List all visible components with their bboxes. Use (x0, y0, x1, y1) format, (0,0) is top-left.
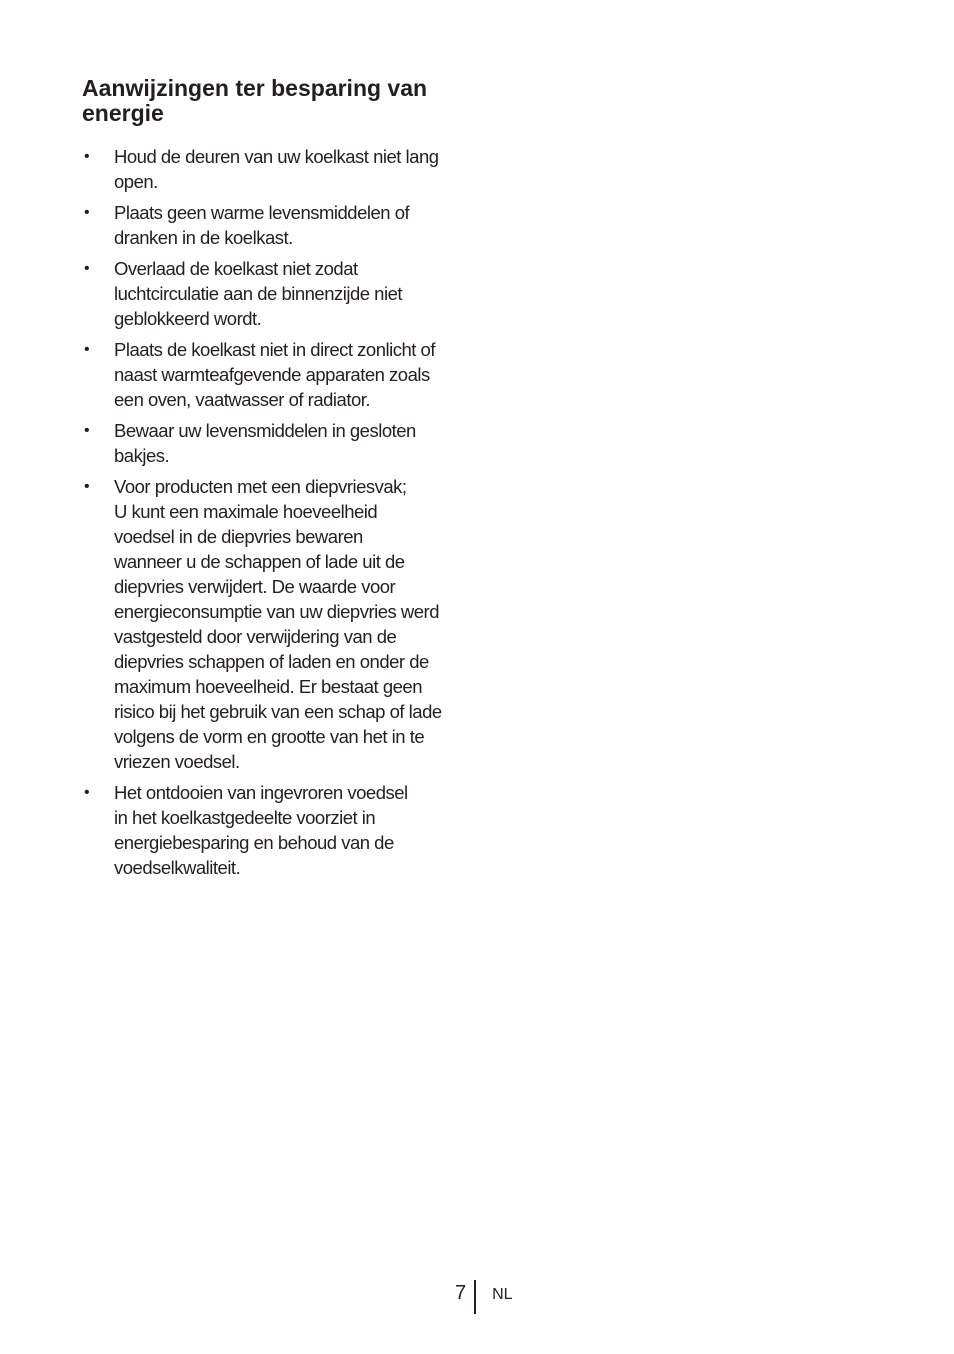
bullet-icon: • (84, 784, 90, 801)
tip-text: Voor producten met een diepvriesvak; U kunt een maximale hoeveelheid voedsel in de diepvries bewaren wanneer u de schappen of lade uit de diepvries verwijdert. De waarde voor energieconsumptie van uw diepvries werd vastgesteld door verwijdering van de diepvries schappen of laden en onder de maximum hoeveelheid. Er bestaat geen risico bij het gebruik van een schap of lade volgens de vorm en grootte van het in te vriezen voedsel. (114, 476, 442, 772)
bullet-icon: • (84, 260, 90, 277)
tip-text: Overlaad de koelkast niet zodat luchtcirculatie aan de binnenzijde niet geblokkeerd wordt. (114, 258, 403, 329)
page-footer (455, 1280, 513, 1314)
list-item (82, 144, 472, 194)
tip-text: Het ontdooien van ingevroren voedsel in het koelkastgedeelte voorziet in energiebesparing en behoud van de voedselkwaliteit. (114, 782, 408, 878)
list-item (82, 474, 472, 774)
tip-text: Houd de deuren van uw koelkast niet lang open. (114, 146, 439, 192)
page-number: 7 (455, 1282, 467, 1304)
bullet-icon: • (84, 341, 90, 358)
bullet-icon: • (84, 148, 90, 165)
tip-text: Plaats geen warme levensmiddelen of dranken in de koelkast. (114, 202, 410, 248)
bullet-icon: • (84, 422, 90, 439)
list-item (82, 200, 472, 250)
list-item (82, 337, 472, 412)
list-item (82, 780, 472, 880)
bullet-icon: • (84, 478, 90, 495)
tip-text: Plaats de koelkast niet in direct zonlicht of naast warmteafgevende apparaten zoals een oven, vaatwasser of radiator. (114, 339, 435, 410)
tips-list (82, 144, 472, 880)
language-code: NL (492, 1286, 513, 1303)
list-item (82, 418, 472, 468)
list-item (82, 256, 472, 331)
energy-saving-section (82, 76, 472, 886)
section-title: Aanwijzingen ter besparing van energie (82, 75, 428, 126)
bullet-icon: • (84, 204, 90, 221)
tip-text: Bewaar uw levensmiddelen in gesloten bakjes. (114, 420, 416, 466)
